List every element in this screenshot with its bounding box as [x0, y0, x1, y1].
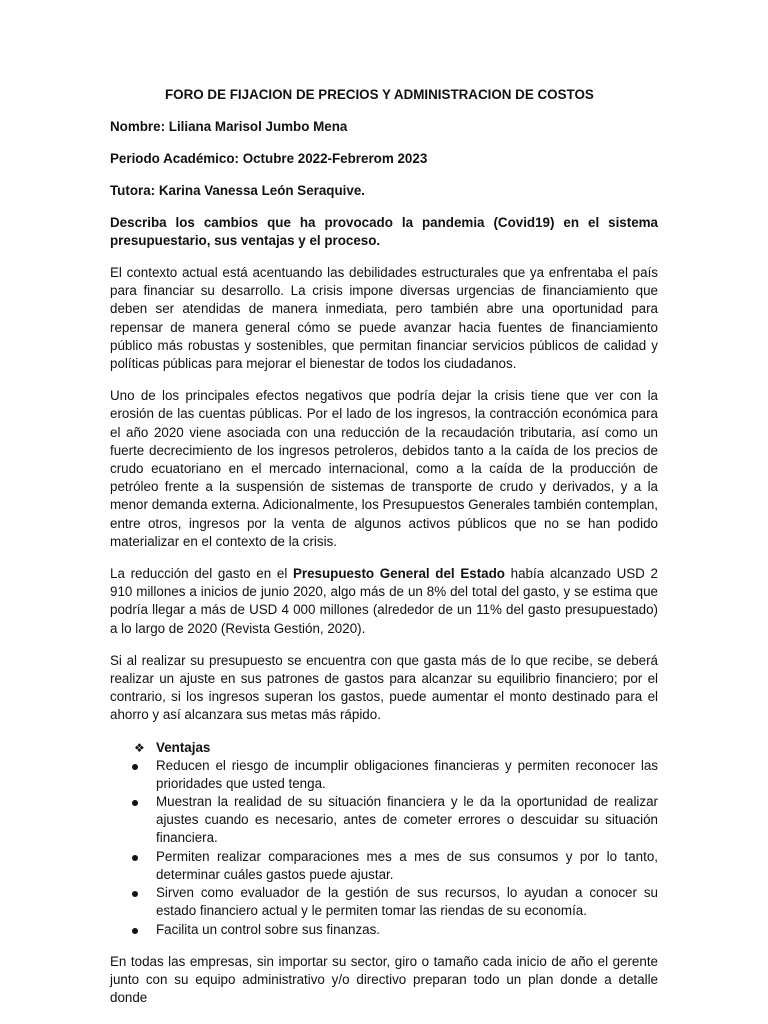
- bullet-icon: [132, 928, 138, 934]
- bullet-icon: [132, 855, 138, 861]
- paragraph-3: [110, 565, 658, 638]
- paragraph-3-bold: Presupuesto General del Estado: [292, 566, 505, 582]
- paragraph-1: El contexto actual está acentuando las debilidades estructurales que ya enfrentaba el país para financiar su desarrollo. La crisis impone diversas urgencias de financiamiento que deben ser atendidas de manera inmediata, pero también abre una oportunidad para repensar de manera general cómo se puede avanzar hacia fuentes de financiamiento público más robustas y sostenibles, que permitan financiar servicios públicos de calidad y políticas públicas para mejorar el bienestar de todos los ciudadanos.: [110, 265, 658, 372]
- student-name: Nombre: Liliana Marisol Jumbo Mena: [110, 119, 348, 134]
- paragraph-3-end: había alcanzado USD 2 910 millones a inicios de junio 2020, algo más de un 8% del total del gasto, y se estima que podría llegar a más de USD 4 000 millones (alrededor de un 11% del gasto presupuestado) a lo largo de 2020 (Revista Gestión, 2020).: [110, 566, 658, 636]
- list-item: [110, 921, 658, 939]
- diamond-bullet-icon: ❖: [134, 740, 145, 755]
- paragraph-2: Uno de los principales efectos negativos que podría dejar la crisis tiene que ver con la erosión de las cuentas públicas. Por el lado de los ingresos, la contracción económica para el año 2020 viene asociada con una reducción de la recaudación tributaria, así como un fuerte decrecimiento de los ingresos petroleros, debidos tanto a la caída de los precios de crudo ecuatoriano en el mercado internacional, como a la caída de la producción de petróleo frente a la suspensión de sistemas de transporte de crudo y derivados, y a la menor demanda externa. Adicionalmente, los Presupuestos Generales también contemplan, entre otros, ingresos por la venta de algunos activos públicos que no se han podido materializar en el contexto de la crisis.: [110, 388, 658, 549]
- list-item-text: Facilita un control sobre sus finanzas.: [156, 921, 381, 937]
- bullet-icon: [132, 891, 138, 897]
- list-item: [110, 848, 658, 884]
- document-title: FORO DE FIJACION DE PRECIOS Y ADMINISTRACION DE COSTOS: [165, 87, 594, 102]
- paragraph-4: Si al realizar su presupuesto se encuentra con que gasta más de lo que recibe, se deberá realizar un ajuste en sus patrones de gastos para alcanzar su equilibrio financiero; por el contrario, si los ingresos superan los gastos, puede aumentar el monto destinado para el ahorro y así alcanzara sus metas más rápido.: [110, 652, 658, 723]
- ventajas-heading: [110, 739, 658, 757]
- ventajas-list: [110, 757, 658, 939]
- list-item: [110, 793, 658, 848]
- list-item-text: Reducen el riesgo de incumplir obligaciones financieras y permiten reconocer las prioridades que usted tenga.: [156, 757, 658, 791]
- bullet-icon: [132, 764, 138, 770]
- list-item-text: Sirven como evaluador de la gestión de sus recursos, lo ayudan a conocer su estado financiero actual y le permiten tomar las riendas de su economía.: [156, 885, 658, 919]
- question-prompt: Describa los cambios que ha provocado la pandemia (Covid19) en el sistema presupuestario, sus ventajas y el proceso.: [110, 215, 658, 248]
- tutor-name: Tutora: Karina Vanessa León Seraquive.: [110, 183, 366, 198]
- academic-period: Periodo Académico: Octubre 2022-Febrerom 2023: [110, 151, 428, 166]
- bullet-icon: [132, 800, 138, 806]
- list-item-text: Permiten realizar comparaciones mes a mes de sus consumos y por lo tanto, determinar cuáles gastos puede ajustar.: [156, 848, 658, 882]
- paragraph-5: En todas las empresas, sin importar su sector, giro o tamaño cada inicio de año el gerente junto con su equipo administrativo y/o directivo preparan todo un plan donde a detalle donde: [110, 953, 658, 1006]
- list-item: [110, 884, 658, 920]
- paragraph-3-start: La reducción del gasto en el: [110, 566, 293, 582]
- list-item-text: Muestran la realidad de su situación financiera y le da la oportunidad de realizar ajustes cuando es necesario, antes de cometer errores o descuidar su situación financiera.: [156, 794, 658, 846]
- ventajas-heading-text: Ventajas: [156, 739, 211, 755]
- list-item: [110, 757, 658, 793]
